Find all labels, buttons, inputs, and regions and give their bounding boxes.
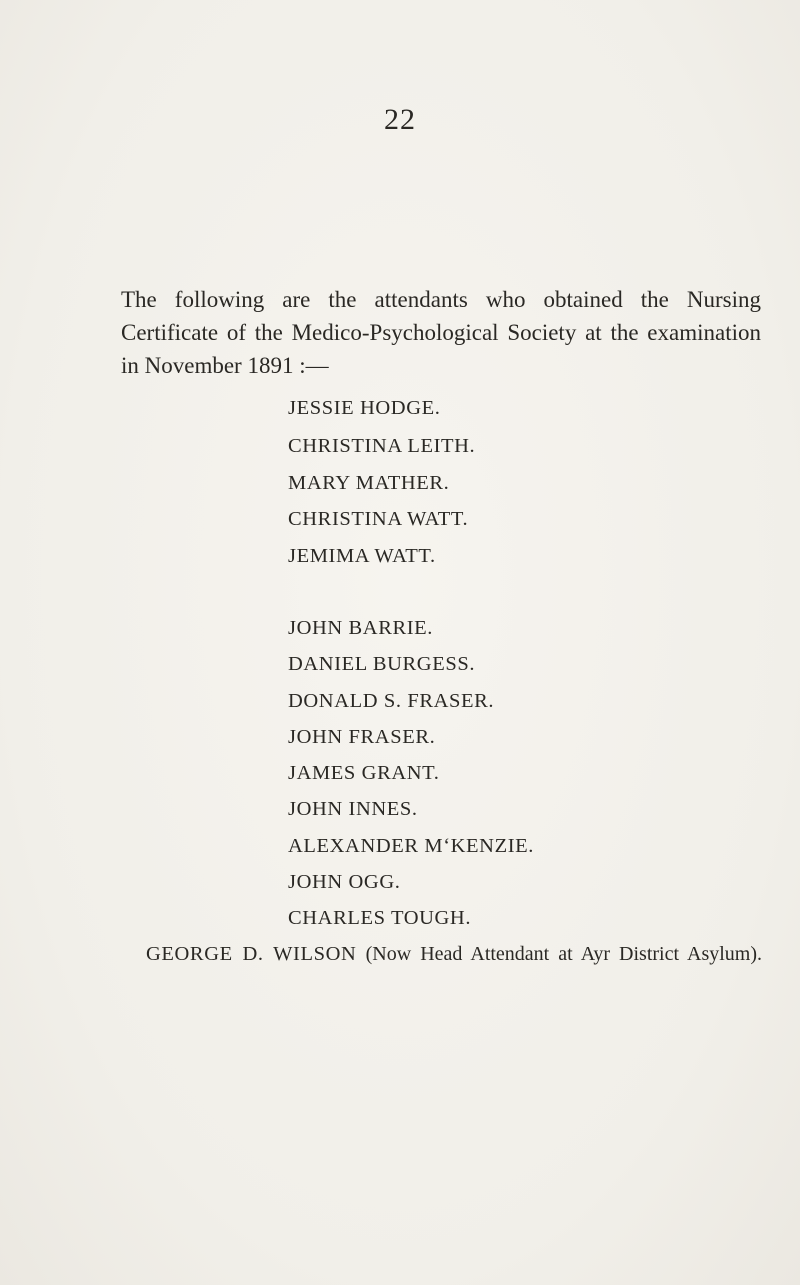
intro-line-3: in November 1891 :— — [121, 353, 329, 378]
female-attendant-name: CHRISTINA LEITH. — [288, 435, 476, 457]
female-attendant-name: CHRISTINA WATT. — [288, 508, 469, 530]
page-number: 22 — [384, 103, 416, 136]
male-attendant-name: JOHN BARRIE. — [288, 617, 434, 639]
male-attendant-name: JOHN INNES. — [288, 798, 418, 820]
female-attendant-name: JESSIE HODGE. — [288, 397, 441, 419]
female-attendant-name: MARY MATHER. — [288, 472, 450, 494]
intro-line-2: Certificate of the Medico-Psychological Society at the examination — [121, 320, 761, 345]
male-attendant-name: JOHN FRASER. — [288, 726, 436, 748]
male-attendant-name: JOHN OGG. — [288, 871, 401, 893]
final-entry — [146, 943, 762, 966]
female-attendant-name: JEMIMA WATT. — [288, 545, 436, 567]
male-attendant-name: DANIEL BURGESS. — [288, 653, 476, 675]
male-attendant-name: CHARLES TOUGH. — [288, 907, 472, 929]
intro-line-1: The following are the attendants who obtained the Nursing — [121, 287, 761, 312]
final-entry-note: (Now Head Attendant at Ayr District Asylum). — [365, 943, 763, 965]
final-entry-name: GEORGE D. WILSON — [146, 943, 357, 965]
male-attendant-name: JAMES GRANT. — [288, 762, 440, 784]
male-attendant-name: DONALD S. FRASER. — [288, 690, 495, 712]
male-attendant-name: ALEXANDER M‘KENZIE. — [288, 835, 534, 857]
